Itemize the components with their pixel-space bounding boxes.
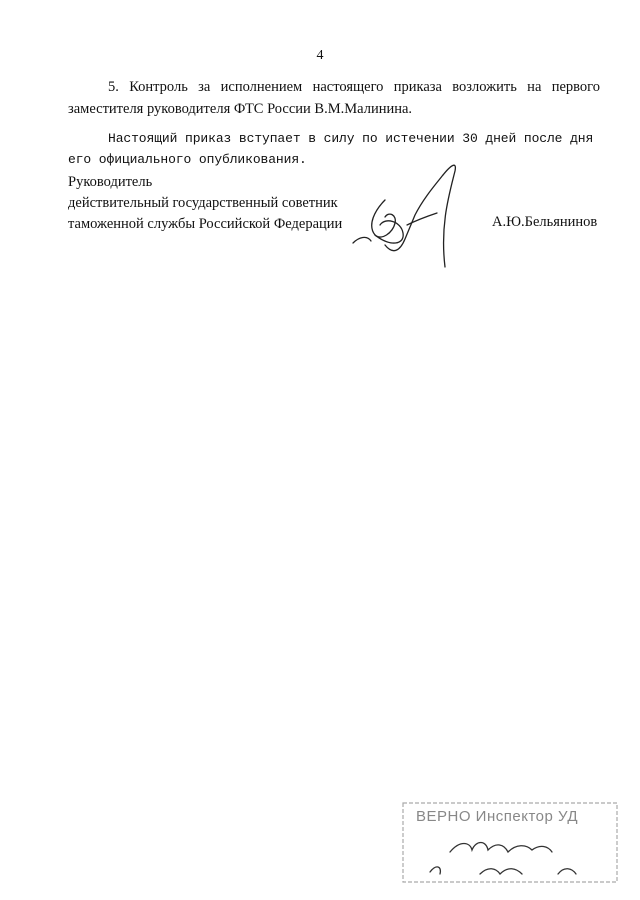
signatory-name: А.Ю.Бельянинов [492,214,598,230]
paragraph-5: 5. Контроль за исполнением настоящего приказа возложить на первого заместителя руководителя ФТС России В.М.Малинина. [68,79,600,117]
certification-stamp [400,800,620,885]
signatory-line-2: действительный государственный советник [68,195,338,211]
signatory-title [68,172,342,235]
signatory-line-1: Руководитель [68,174,153,190]
stamp-text: ВЕРНО Инспектор УД [416,808,579,825]
signatory-line-3: таможенной службы Российской Федерации [68,216,343,232]
paragraph-effective-date: Настоящий приказ вступает в силу по истечении 30 дней после дня его официального опубликования. [68,131,594,167]
handwritten-signature [345,155,485,275]
page-number: 4 [316,48,324,63]
